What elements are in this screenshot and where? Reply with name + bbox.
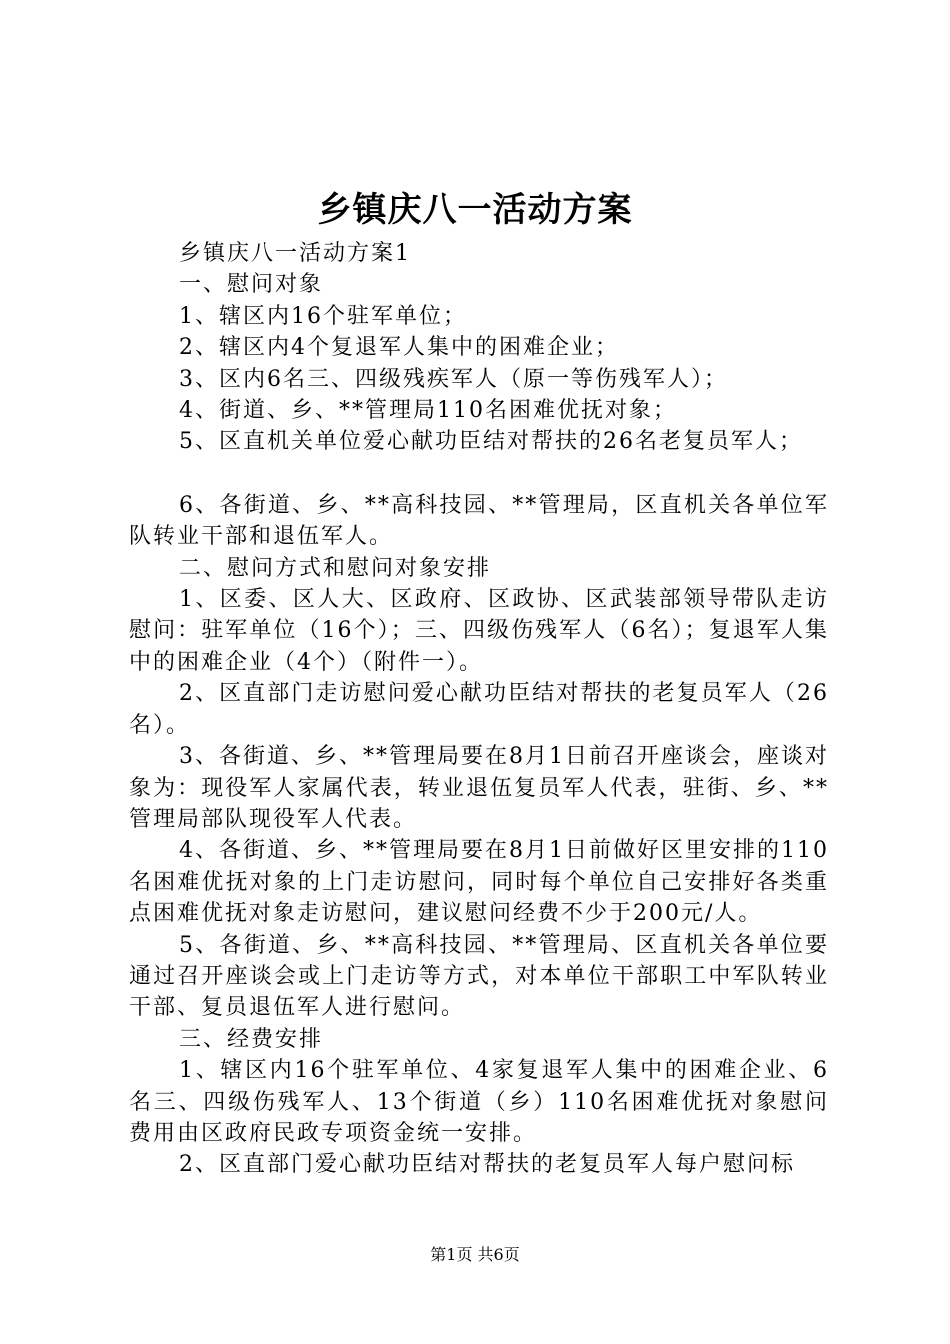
list-item: 2、区直部门爱心献功臣结对帮扶的老复员军人每户慰问标 <box>179 1152 795 1178</box>
paragraph-subtitle: 乡镇庆八一活动方案1 <box>179 241 411 266</box>
list-item: 5、区直机关单位爱心献功臣结对帮扶的26名老复员军人； <box>179 429 803 455</box>
list-item: 3、各街道、乡、**管理局要在8月1日前召开座谈会，座谈对象为：现役军人家属代表，转业退伍复员军人代表，驻街、乡、**管理局部队现役军人代表。 <box>129 744 829 832</box>
list-item: 2、辖区内4个复退军人集中的困难企业； <box>179 335 619 361</box>
list-item: 4、各街道、乡、**管理局要在8月1日前做好区里安排的110名困难优抚对象的上门走访慰问，同时每个单位自己安排好各类重点困难优抚对象走访慰问，建议慰问经费不少于200元/人。 <box>129 838 829 927</box>
section-heading-1: 一、慰问对象 <box>179 272 324 298</box>
document-title: 乡镇庆八一活动方案 <box>317 190 633 230</box>
list-item: 5、各街道、乡、**高科技园、**管理局、区直机关各单位要通过召开座谈会或上门走访等方式，对本单位干部职工中军队转业干部、复员退伍军人进行慰问。 <box>129 932 829 1021</box>
page-footer: 第1页 共6页 <box>430 1245 520 1264</box>
list-item: 6、各街道、乡、**高科技园、**管理局，区直机关各单位军队转业干部和退伍军人。 <box>129 492 829 550</box>
list-item: 2、区直部门走访慰问爱心献功臣结对帮扶的老复员军人（26名）。 <box>129 681 829 738</box>
section-heading-2: 二、慰问方式和慰问对象安排 <box>179 555 492 581</box>
document-body <box>129 238 829 1181</box>
list-item: 1、辖区内16个驻军单位、4家复退军人集中的困难企业、6名三、四级伤残军人、13个街道（乡）110名困难优抚对象慰问费用由区政府民政专项资金统一安排。 <box>129 1058 829 1146</box>
list-item: 1、辖区内16个驻军单位； <box>179 303 467 329</box>
section-heading-3: 三、经费安排 <box>179 1026 324 1052</box>
list-item: 1、区委、区人大、区政府、区政协、区武装部领导带队走访慰问：驻军单位（16个）；三、四级伤残军人（6名）；复退军人集中的困难企业（4个）（附件一）。 <box>129 587 829 675</box>
list-item: 4、街道、乡、**管理局110名困难优抚对象； <box>179 398 677 424</box>
list-item: 3、区内6名三、四级残疾军人（原一等伤残军人）； <box>179 366 728 392</box>
